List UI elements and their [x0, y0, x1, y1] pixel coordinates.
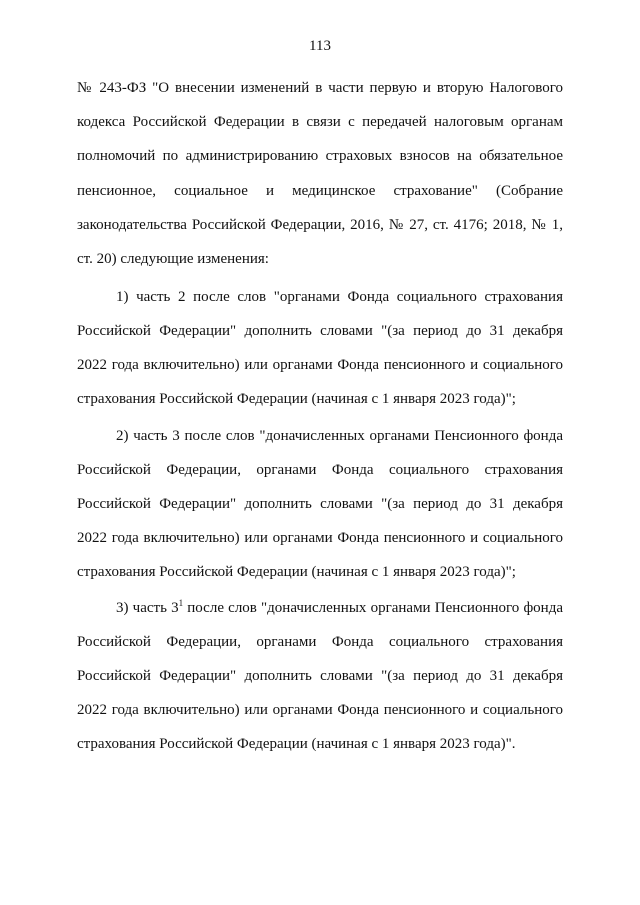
text-line: Российской Федерации, органами Фонда социального страхования: [77, 462, 563, 478]
text-line: 2022 года включительно) или органами Фонда пенсионного и социального: [77, 530, 563, 546]
text-line: 2022 года включительно) или органами Фонда пенсионного и социального: [77, 702, 563, 718]
text-line: полномочий по администрированию страховых взносов на обязательное: [77, 148, 563, 164]
text-line: ст. 20) следующие изменения:: [77, 251, 269, 267]
text-fragment: после слов "доначисленных органами Пенсионного фонда: [183, 600, 563, 616]
text-line: Российской Федерации" дополнить словами "(за период до 31 декабря: [77, 668, 563, 684]
text-line: страхования Российской Федерации (начиная с 1 января 2023 года)";: [77, 391, 516, 407]
text-line: Российской Федерации" дополнить словами "(за период до 31 декабря: [77, 496, 563, 512]
text-line-with-superscript: [116, 599, 563, 617]
text-fragment: 3) часть 3: [116, 600, 179, 616]
text-line: кодекса Российской Федерации в связи с передачей налоговым органам: [77, 114, 563, 130]
superscript: 1: [178, 598, 184, 608]
text-line: законодательства Российской Федерации, 2016, № 27, ст. 4176; 2018, № 1,: [77, 217, 563, 233]
text-line: страхования Российской Федерации (начиная с 1 января 2023 года)";: [77, 564, 516, 580]
page-number: 113: [309, 38, 331, 54]
text-line: Российской Федерации" дополнить словами "(за период до 31 декабря: [77, 323, 563, 339]
text-line: Российской Федерации, органами Фонда социального страхования: [77, 634, 563, 650]
text-line: 1) часть 2 после слов "органами Фонда социального страхования: [116, 289, 563, 305]
text-line: пенсионное, социальное и медицинское страхование" (Собрание: [77, 183, 563, 199]
text-line: 2) часть 3 после слов "доначисленных органами Пенсионного фонда: [116, 428, 563, 444]
text-line: страхования Российской Федерации (начиная с 1 января 2023 года)".: [77, 736, 516, 752]
text-line: 2022 года включительно) или органами Фонда пенсионного и социального: [77, 357, 563, 373]
text-line: № 243-ФЗ "О внесении изменений в части первую и вторую Налогового: [77, 80, 563, 96]
